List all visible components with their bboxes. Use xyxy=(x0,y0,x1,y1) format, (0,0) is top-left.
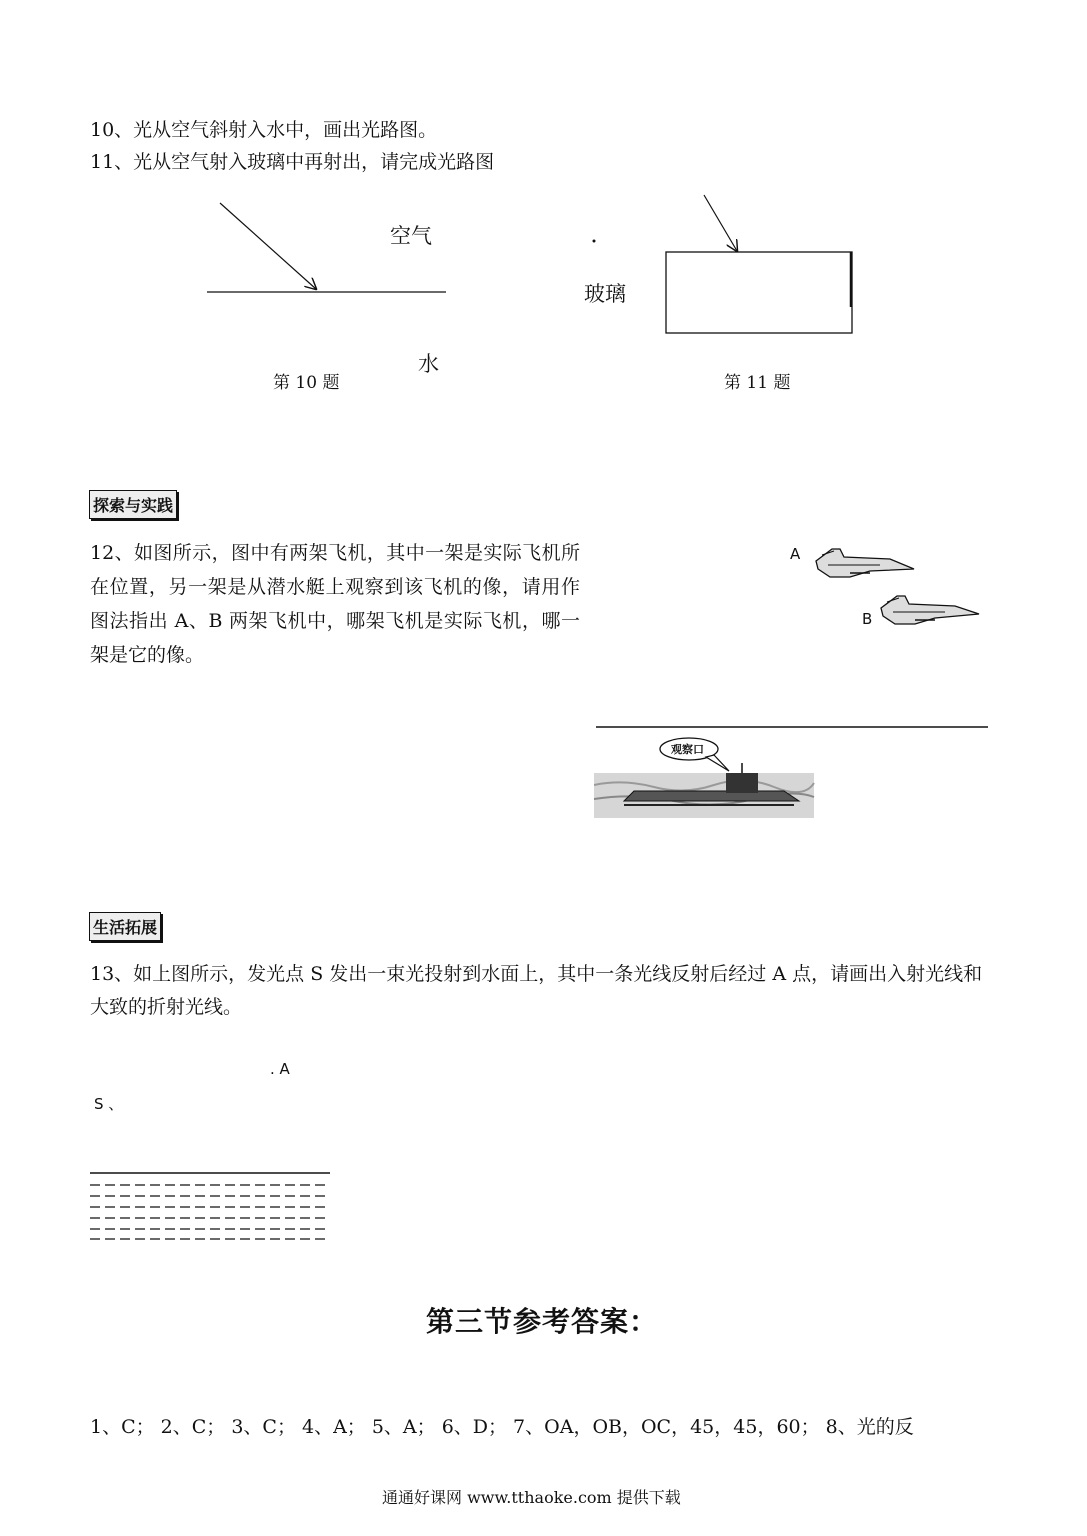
plane-a-icon xyxy=(810,543,920,583)
glass-block xyxy=(666,252,852,333)
footer-credit: 通通好课网 www.tthaoke.com 提供下载 xyxy=(382,1488,681,1507)
figure-11-diagram xyxy=(580,185,870,345)
question-11: 11、光从空气射入玻璃中再射出，请完成光路图 xyxy=(90,151,495,173)
answers-line: 1、C； 2、C； 3、C； 4、A； 5、A； 6、D； 7、OA，OB，OC，45，45，60； 8、光的反 xyxy=(90,1416,914,1438)
water-label: 水 xyxy=(418,352,439,376)
incident-ray xyxy=(220,203,316,289)
question-12: 12、如图所示，图中有两架飞机，其中一架是实际飞机所在位置，另一架是从潜水艇上观察到该飞机的像，请用作图法指出 A、B 两架飞机中，哪架飞机是实际飞机，哪一架是它的像。 xyxy=(90,542,580,666)
point-a-label: . A xyxy=(270,1060,290,1078)
water-surface-hatch xyxy=(88,1168,338,1248)
answers-title: 第三节参考答案： xyxy=(426,1305,659,1338)
figure-10-diagram xyxy=(190,190,470,320)
submarine-illustration xyxy=(594,735,819,820)
question-13: 13、如上图所示，发光点 S 发出一束光投射到水面上，其中一条光线反射后经过 A 点，请画出入射光线和大致的折射光线。 xyxy=(90,963,983,1018)
question-10: 10、光从空气斜射入水中，画出光路图。 xyxy=(90,119,438,141)
figure-10-caption: 第 10 题 xyxy=(273,373,340,393)
observation-port-label: 观察口 xyxy=(671,743,704,756)
plane-b-label: B xyxy=(862,610,873,628)
section-life-tag: 生活拓展 xyxy=(89,912,161,941)
plane-a-label: A xyxy=(790,545,801,563)
air-label: 空气 xyxy=(390,224,432,248)
section-explore-tag: 探索与实践 xyxy=(89,490,177,519)
glass-label: 玻璃 xyxy=(584,282,626,306)
plane-b-icon xyxy=(875,590,985,630)
point-s-label: S 、 xyxy=(94,1095,124,1113)
water-surface-line xyxy=(594,722,994,732)
incident-ray xyxy=(704,195,737,251)
figure-11-caption: 第 11 题 xyxy=(724,373,791,393)
